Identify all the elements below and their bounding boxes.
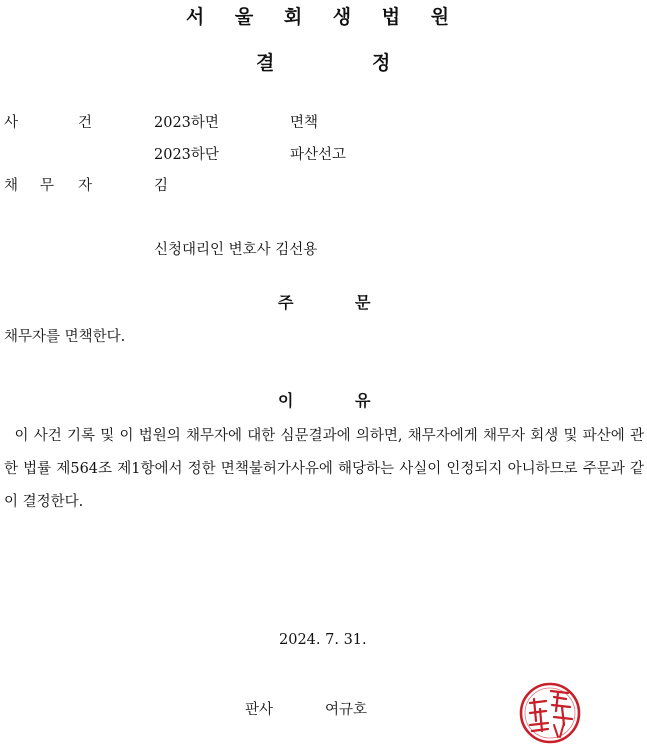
- judge-seal-icon: [518, 681, 582, 745]
- order-text: 채무자를 면책한다.: [4, 329, 126, 345]
- doc-type-char-1: 결: [256, 52, 275, 74]
- doc-type-char-2: 정: [372, 52, 391, 74]
- debtor-label-char-1: 채: [4, 178, 19, 194]
- judge-title: 판사: [245, 702, 274, 718]
- order-heading-char-2: 문: [355, 293, 371, 312]
- case-type-1: 면책: [290, 115, 319, 131]
- reason-heading-char-2: 유: [355, 391, 371, 410]
- case-number-1: 2023하면: [154, 115, 219, 131]
- case-type-2: 파산선고: [290, 147, 347, 163]
- debtor-label-char-3: 자: [78, 178, 93, 194]
- judge-name: 여규호: [325, 702, 368, 718]
- debtor-name: 김: [154, 178, 169, 194]
- order-heading-char-1: 주: [278, 293, 294, 312]
- case-number-2: 2023하단: [154, 147, 219, 163]
- attorney: 신청대리인 변호사 김선용: [154, 242, 318, 258]
- decision-date: 2024. 7. 31.: [279, 632, 367, 648]
- debtor-label-char-2: 무: [40, 178, 55, 194]
- case-label-char-2: 건: [78, 115, 93, 131]
- reason-heading-char-1: 이: [278, 391, 294, 410]
- case-label-char-1: 사: [4, 115, 19, 131]
- reason-text-body: 이 사건 기록 및 이 법원의 채무자에 대한 심문결과에 의하면, 채무자에게 채무자 회생 및 파산에 관한 법률 제564조 제1항에서 정한 면책불허가사유에 해당하는 사실이 인정되지 아니하므로 주문과 같이 결정한다.: [4, 428, 645, 510]
- reason-text: [4, 420, 644, 519]
- court-name: 서 울 회 생 법 원: [185, 6, 462, 28]
